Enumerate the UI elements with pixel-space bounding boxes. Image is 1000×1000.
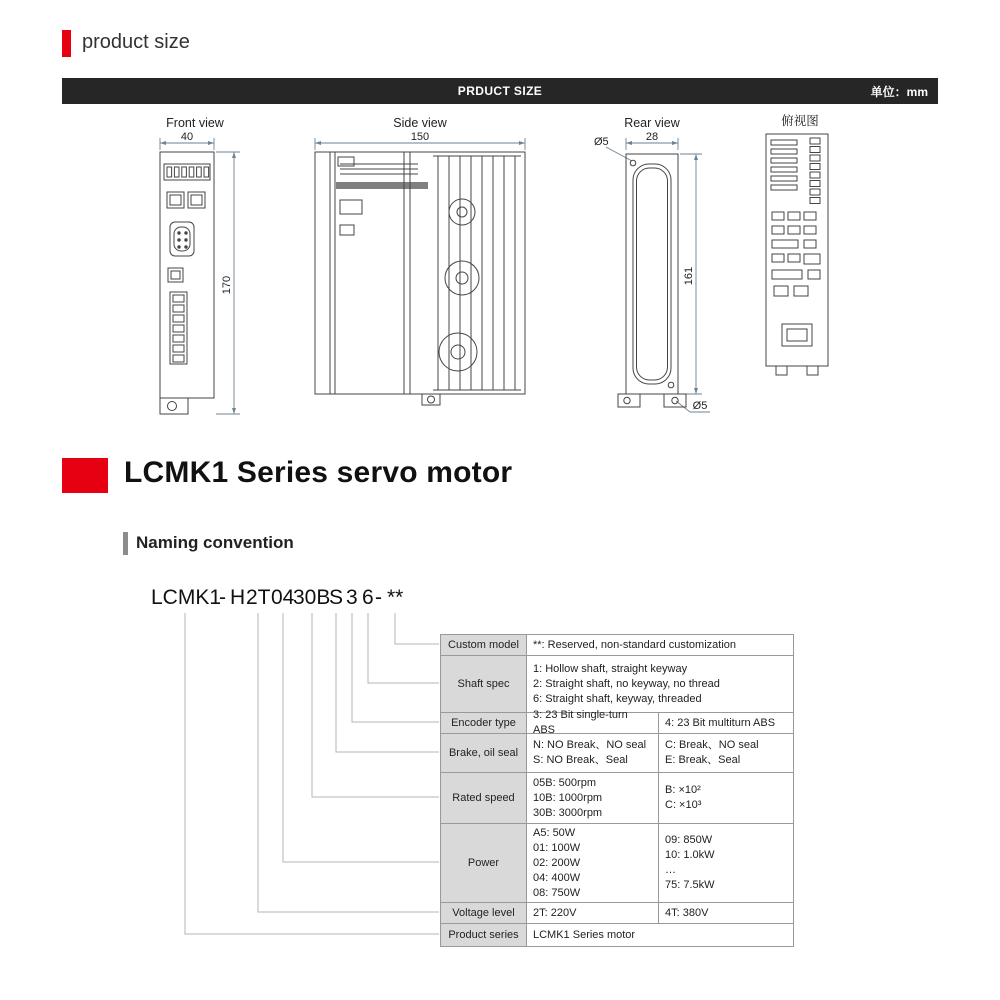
- front-height-dim: 170: [221, 275, 233, 295]
- spec-line: 09: 850W: [665, 834, 713, 846]
- rear-view-label: Rear view: [624, 116, 680, 130]
- rear-width-dim: 28: [645, 131, 659, 143]
- spec-line: 4: 23 Bit multiturn ABS: [665, 716, 776, 729]
- row-content: [527, 656, 793, 712]
- row-content: [527, 635, 793, 655]
- model-code-hyphen-2: -: [375, 586, 382, 609]
- row-content-right: [659, 734, 793, 772]
- row-content-right: [659, 773, 793, 823]
- spec-line: **: Reserved, non-standard customization: [533, 638, 736, 651]
- side-width-dim: 150: [410, 131, 430, 143]
- side-view-drawing: [300, 130, 540, 420]
- spec-line: 4T: 380V: [665, 906, 709, 919]
- row-label: Brake, oil seal: [441, 734, 527, 772]
- unit-label: 单位：mm: [870, 84, 928, 99]
- spec-line: LCMK1 Series motor: [533, 928, 636, 941]
- row-label: Product series: [441, 924, 527, 946]
- top-outline: [766, 134, 828, 375]
- spec-line: 08: 750W: [533, 886, 581, 899]
- row-content-left: [527, 824, 659, 902]
- spec-line: 05B: 500rpm: [533, 776, 596, 789]
- row-content-right: [659, 903, 793, 923]
- spec-line: C: ×10³: [665, 799, 702, 811]
- spec-line: N: NO Break、NO seal: [533, 739, 647, 751]
- product-size-header-bar: [62, 78, 938, 104]
- row-label: Custom model: [441, 635, 527, 655]
- table-row-custom-model: [441, 635, 793, 656]
- model-code-shaft: 6: [362, 586, 374, 609]
- naming-convention-subtitle: Naming convention: [136, 533, 294, 552]
- rear-view-drawing: [592, 130, 712, 430]
- model-code-rated-speed: 30B: [293, 586, 331, 609]
- model-code-brake: S: [329, 586, 344, 609]
- model-code-voltage: 2T: [246, 586, 271, 609]
- spec-line: B: ×10²: [665, 784, 701, 796]
- spec-line: 75: 7.5kW: [665, 879, 715, 891]
- model-code-frame: H: [230, 586, 246, 609]
- model-code-encoder: 3: [346, 586, 358, 609]
- spec-line: S: NO Break、Seal: [533, 754, 628, 766]
- spec-line: 1: Hollow shaft, straight keyway: [533, 662, 688, 675]
- row-label: Power: [441, 824, 527, 902]
- table-row-power: [441, 824, 793, 903]
- spec-line: 01: 100W: [533, 841, 581, 854]
- rear-outline: [618, 154, 686, 407]
- spec-line: E: Break、Seal: [665, 754, 741, 766]
- side-view-label: Side view: [393, 116, 447, 130]
- spec-line: 2T: 220V: [533, 906, 577, 919]
- model-code-custom: **: [387, 586, 404, 609]
- spec-line: 10: 1.0kW: [665, 849, 715, 861]
- rear-dimension-text: [594, 131, 707, 412]
- top-view-drawing: [752, 128, 848, 390]
- model-code-power: 04: [271, 586, 295, 609]
- front-dimension-text: [181, 131, 233, 294]
- row-label: Rated speed: [441, 773, 527, 823]
- front-outline: [160, 152, 214, 414]
- front-view-drawing: [140, 130, 250, 430]
- table-row-product-series: [441, 924, 793, 946]
- row-content-left: [527, 903, 659, 923]
- front-view-label: Front view: [166, 116, 224, 130]
- spec-line: 2: Straight shaft, no keyway, no thread: [533, 677, 720, 690]
- spec-line: 04: 400W: [533, 871, 581, 884]
- row-content-right: [659, 824, 793, 902]
- spec-line: 3: 23 Bit single-turn ABS: [533, 709, 628, 736]
- row-content: [527, 924, 793, 946]
- row-label: Encoder type: [441, 713, 527, 733]
- spec-line: A5: 50W: [533, 826, 576, 839]
- table-row-brake-oil-seal: [441, 734, 793, 773]
- row-content-left: [527, 709, 659, 736]
- spec-line: 30B: 3000rpm: [533, 806, 603, 819]
- table-row-voltage-level: [441, 903, 793, 924]
- model-code-series: LCMK1: [151, 586, 222, 609]
- row-content-left: [527, 773, 659, 823]
- red-accent-bar: [62, 30, 71, 57]
- rear-hole-top-dim: Ø5: [594, 136, 609, 148]
- table-row-rated-speed: [441, 773, 793, 824]
- side-dimension-text: [411, 131, 429, 143]
- table-row-encoder-type: [441, 709, 793, 736]
- spec-line: 6: Straight shaft, keyway, threaded: [533, 692, 702, 705]
- spec-line: 10B: 1000rpm: [533, 791, 603, 804]
- row-label: Shaft spec: [441, 656, 527, 712]
- spec-line: …: [665, 864, 676, 876]
- top-view-label: 俯视图: [781, 114, 819, 128]
- page-title: product size: [82, 31, 190, 53]
- model-code-hyphen-1: -: [219, 586, 226, 609]
- red-accent-block: [62, 458, 108, 493]
- row-label: Voltage level: [441, 903, 527, 923]
- header-title: PRDUCT SIZE: [457, 84, 543, 98]
- front-width-dim: 40: [180, 131, 194, 143]
- series-title: LCMK1 Series servo motor: [124, 456, 513, 489]
- gray-accent-bar: [123, 532, 128, 555]
- spec-line: 02: 200W: [533, 856, 581, 869]
- table-row-shaft-spec: [441, 656, 793, 713]
- row-content-left: [527, 734, 659, 772]
- row-content-right: [659, 713, 793, 733]
- spec-line: C: Break、NO seal: [665, 739, 759, 751]
- side-outline: [315, 152, 525, 405]
- rear-height-dim: 161: [683, 266, 695, 286]
- naming-convention-table: [440, 634, 794, 947]
- rear-hole-bottom-dim: Ø5: [692, 400, 708, 412]
